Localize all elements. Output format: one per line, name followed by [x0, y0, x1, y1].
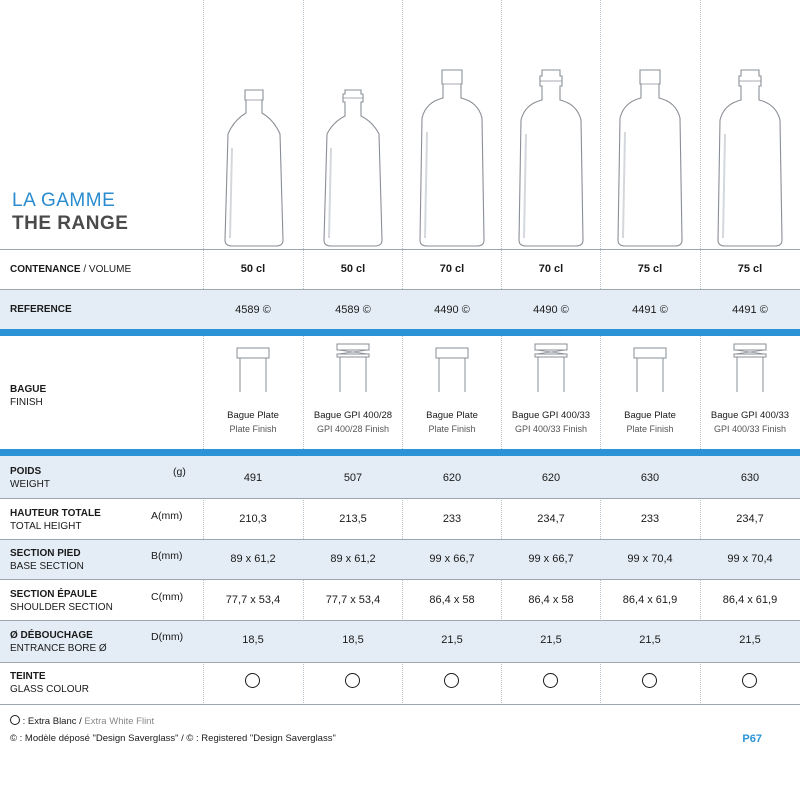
glass-colour-label-fr: TEINTE	[10, 671, 46, 682]
section-bar	[0, 449, 800, 456]
base-section-cell: 99 x 70,4	[627, 553, 673, 565]
finish-sub-text: Plate Finish	[229, 424, 277, 434]
reference-cell: 4589 ©	[335, 304, 371, 316]
legend-registered-note: © : Modèle déposé "Design Saverglass" / © : Registered "Design Saverglass"	[10, 733, 336, 744]
shoulder-section-unit: C(mm)	[151, 591, 184, 603]
finish-sub-text: GPI 400/28 Finish	[316, 424, 390, 434]
finish-main-text: Bague Plate	[426, 410, 478, 421]
extra-white-flint-swatch	[543, 673, 558, 688]
range-title-en: THE RANGE	[12, 213, 129, 234]
weight-cell: 630	[740, 472, 760, 484]
row-separator	[0, 249, 800, 250]
base-section-label-en: BASE SECTION	[10, 561, 84, 572]
row-separator	[0, 539, 800, 540]
weight-cell: 491	[243, 472, 263, 484]
volume-label: CONTENANCE / VOLUME	[10, 264, 132, 275]
finish-main-text: Bague Plate	[227, 410, 279, 421]
gpi-finish-icon	[732, 342, 768, 394]
extra-white-flint-swatch	[245, 673, 260, 688]
shoulder-section-cell: 77,7 x 53,4	[325, 594, 381, 606]
finish-sub-text: Plate Finish	[626, 424, 674, 434]
row-separator	[0, 289, 800, 290]
bore-cell: 18,5	[342, 634, 364, 646]
volume-cell: 75 cl	[637, 263, 663, 275]
bottle-image	[214, 88, 294, 248]
extra-white-flint-swatch	[345, 673, 360, 688]
row-separator	[0, 579, 800, 580]
weight-unit: (g)	[173, 466, 186, 478]
reference-label: REFERENCE	[10, 304, 72, 315]
finish-label-fr: BAGUE	[10, 384, 47, 395]
plate-finish-icon	[235, 346, 271, 394]
reference-cell: 4490 ©	[434, 304, 470, 316]
finish-main-text: Bague GPI 400/28	[313, 410, 393, 421]
gpi-finish-icon	[533, 342, 569, 394]
finish-main-text: Bague Plate	[624, 410, 676, 421]
height-cell: 233	[442, 513, 462, 525]
shoulder-section-label-fr: SECTION ÉPAULE	[10, 589, 98, 600]
bottle-image	[710, 68, 790, 248]
finish-sub-text: GPI 400/33 Finish	[713, 424, 787, 434]
weight-label-fr: POIDS	[10, 466, 42, 477]
bore-label-fr: Ø DÉBOUCHAGE	[10, 630, 93, 641]
weight-cell: 620	[442, 472, 462, 484]
extra-white-flint-swatch	[444, 673, 459, 688]
base-section-cell: 99 x 66,7	[429, 553, 475, 565]
extra-white-flint-swatch	[642, 673, 657, 688]
bore-cell: 21,5	[441, 634, 463, 646]
shoulder-section-cell: 86,4 x 58	[528, 594, 574, 606]
base-section-cell: 89 x 61,2	[230, 553, 276, 565]
range-title-fr: LA GAMME	[12, 190, 116, 211]
bottle-image	[313, 88, 393, 248]
base-section-cell: 89 x 61,2	[330, 553, 376, 565]
reference-cell: 4490 ©	[533, 304, 569, 316]
base-section-label-fr: SECTION PIED	[10, 548, 81, 559]
shoulder-section-cell: 86,4 x 61,9	[722, 594, 778, 606]
page-number: P67	[742, 733, 762, 745]
finish-label-en: FINISH	[10, 397, 43, 408]
bore-unit: D(mm)	[151, 631, 184, 643]
volume-cell: 75 cl	[737, 263, 763, 275]
reference-cell: 4491 ©	[732, 304, 768, 316]
finish-sub-text: Plate Finish	[428, 424, 476, 434]
row-separator	[0, 662, 800, 663]
volume-cell: 70 cl	[439, 263, 465, 275]
volume-cell: 50 cl	[240, 263, 266, 275]
weight-label-en: WEIGHT	[10, 479, 50, 490]
bore-cell: 18,5	[242, 634, 264, 646]
height-cell: 234,7	[537, 513, 565, 525]
finish-sub-text: GPI 400/33 Finish	[514, 424, 588, 434]
shoulder-section-cell: 86,4 x 61,9	[622, 594, 678, 606]
base-section-cell: 99 x 66,7	[528, 553, 574, 565]
bore-cell: 21,5	[540, 634, 562, 646]
base-section-unit: B(mm)	[151, 550, 183, 562]
section-bar	[0, 329, 800, 336]
gpi-finish-icon	[335, 342, 371, 394]
reference-cell: 4589 ©	[235, 304, 271, 316]
extra-white-flint-swatch	[742, 673, 757, 688]
reference-cell: 4491 ©	[632, 304, 668, 316]
shoulder-section-cell: 86,4 x 58	[429, 594, 475, 606]
bore-cell: 21,5	[739, 634, 761, 646]
bore-cell: 21,5	[639, 634, 661, 646]
bore-label-en: ENTRANCE BORE Ø	[10, 643, 107, 654]
legend-swatch-icon	[10, 715, 20, 725]
height-cell: 210,3	[239, 513, 267, 525]
shoulder-section-label-en: SHOULDER SECTION	[10, 602, 113, 613]
height-cell: 233	[640, 513, 660, 525]
base-section-cell: 99 x 70,4	[727, 553, 773, 565]
plate-finish-icon	[632, 346, 668, 394]
shoulder-section-cell: 77,7 x 53,4	[225, 594, 281, 606]
volume-cell: 50 cl	[340, 263, 366, 275]
weight-cell: 620	[541, 472, 561, 484]
weight-cell: 507	[343, 472, 363, 484]
bottle-image	[610, 68, 690, 248]
bottle-image	[511, 68, 591, 248]
row-separator	[0, 498, 800, 499]
finish-main-text: Bague GPI 400/33	[710, 410, 790, 421]
legend-colour-note: : Extra Blanc / Extra White Flint	[10, 715, 154, 727]
plate-finish-icon	[434, 346, 470, 394]
row-separator	[0, 704, 800, 705]
finish-main-text: Bague GPI 400/33	[511, 410, 591, 421]
height-cell: 213,5	[339, 513, 367, 525]
height-cell: 234,7	[736, 513, 764, 525]
glass-colour-label-en: GLASS COLOUR	[10, 684, 89, 695]
height-label-en: TOTAL HEIGHT	[10, 521, 82, 532]
volume-cell: 70 cl	[538, 263, 564, 275]
height-label-fr: HAUTEUR TOTALE	[10, 508, 101, 519]
weight-cell: 630	[640, 472, 660, 484]
row-separator	[0, 620, 800, 621]
height-unit: A(mm)	[151, 510, 183, 522]
bottle-image	[412, 68, 492, 248]
